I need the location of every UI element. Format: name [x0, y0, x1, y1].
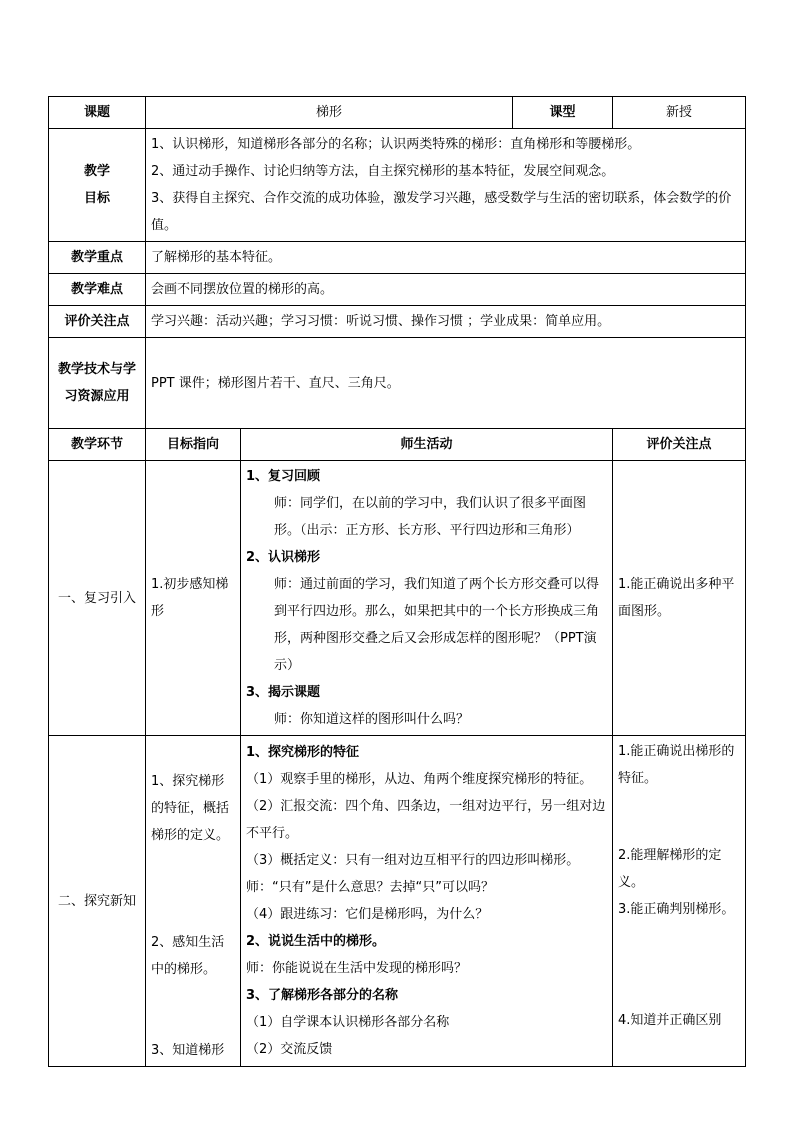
- section1-paragraph: 师：通过前面的学习，我们知道了两个长方形交叠可以得到平行四边形。那么，如果把其中的一个长方形换成三角形，两种图形交叠之后又会形成怎样的图形呢？（PPT演示）: [274, 577, 600, 673]
- section2-eval: 2.能理解梯形的定义。: [618, 848, 722, 890]
- column-header: 评价关注点: [613, 429, 746, 461]
- lesson-plan-table: [48, 96, 746, 1067]
- section2-targets: [146, 736, 241, 1067]
- section1-eval: 1.能正确说出多种平面图形。: [613, 461, 746, 736]
- section1-stage: 一、复习引入: [49, 461, 146, 736]
- column-header: 师生活动: [241, 429, 613, 461]
- section2-line: 师：“只有”是什么意思？去掉“只”可以吗？: [246, 880, 494, 895]
- evaluation-text: 学习兴趣：活动兴趣；学习习惯：听说习惯、操作习惯 ；学业成果：简单应用。: [146, 306, 746, 338]
- column-header-row: [49, 429, 746, 461]
- lesson-type-value: 新授: [613, 97, 746, 129]
- section2-line: （2）交流反馈: [246, 1042, 333, 1057]
- section2-row: [49, 736, 746, 1067]
- goal-item: 3、获得自主探究、合作交流的成功体验，激发学习兴趣，感受数学与生活的密切联系，体会数学的价值。: [151, 191, 732, 233]
- keypoint-label: 教学重点: [49, 242, 146, 274]
- section2-eval: 1.能正确说出梯形的特征。: [618, 744, 735, 786]
- difficulty-label: 教学难点: [49, 274, 146, 306]
- section2-target: 1、探究梯形的特征，概括梯形的定义。: [151, 774, 230, 843]
- section1-heading: 3、揭示课题: [246, 685, 321, 700]
- section2-stage: 二、探究新知: [49, 736, 146, 1067]
- section1-activity: [241, 461, 613, 736]
- goal-item: 2、通过动手操作、讨论归纳等方法，自主探究梯形的基本特征，发展空间观念。: [151, 164, 615, 179]
- section2-activity: [241, 736, 613, 1067]
- title-row: [49, 97, 746, 129]
- goals-label: [49, 129, 146, 242]
- section1-target: 1.初步感知梯形: [146, 461, 241, 736]
- section2-target: 2、感知生活中的梯形。: [151, 935, 225, 977]
- section1-row: [49, 461, 746, 736]
- topic-label: 课题: [49, 97, 146, 129]
- lesson-type-label: 课型: [513, 97, 613, 129]
- section2-line: 师：你能说说在生活中发现的梯形吗？: [246, 961, 468, 976]
- section2-heading: 3、了解梯形各部分的名称: [246, 988, 399, 1003]
- difficulty-text: 会画不同摆放位置的梯形的高。: [146, 274, 746, 306]
- goals-row: [49, 129, 746, 242]
- topic-value: 梯形: [146, 97, 513, 129]
- resources-row: [49, 338, 746, 429]
- resources-label: 教学技术与学习资源应用: [49, 338, 146, 429]
- section1-paragraph: 师：你知道这样的图形叫什么吗？: [274, 712, 470, 727]
- section2-line: （1）自学课本认识梯形各部分名称: [246, 1015, 450, 1030]
- goals-content: [146, 129, 746, 242]
- goals-label-text: 教学 目标: [83, 164, 110, 206]
- section2-heading: 2、说说生活中的梯形。: [246, 934, 386, 949]
- section1-heading: 1、复习回顾: [246, 469, 321, 484]
- section2-line: （3）概括定义：只有一组对边互相平行的四边形叫梯形。: [246, 853, 580, 868]
- section2-target: 3、知道梯形: [151, 1043, 225, 1058]
- section1-heading: 2、认识梯形: [246, 550, 321, 565]
- column-header: 教学环节: [49, 429, 146, 461]
- evaluation-row: [49, 306, 746, 338]
- keypoint-text: 了解梯形的基本特征。: [146, 242, 746, 274]
- keypoint-row: [49, 242, 746, 274]
- section2-eval: 4.知道并正确区别: [618, 1013, 722, 1028]
- resources-text: PPT 课件；梯形图片若干、直尺、三角尺。: [146, 338, 746, 429]
- column-header: 目标指向: [146, 429, 241, 461]
- section2-line: （2）汇报交流：四个角、四条边，一组对边平行，另一组对边不平行。: [246, 799, 606, 841]
- section2-line: （1）观察手里的梯形，从边、角两个维度探究梯形的特征。: [246, 772, 593, 787]
- evaluation-label: 评价关注点: [49, 306, 146, 338]
- difficulty-row: [49, 274, 746, 306]
- section2-evals: [613, 736, 746, 1067]
- goal-item: 1、认识梯形，知道梯形各部分的名称；认识两类特殊的梯形：直角梯形和等腰梯形。: [151, 137, 641, 152]
- section2-heading: 1、探究梯形的特征: [246, 745, 360, 760]
- section2-line: （4）跟进练习：它们是梯形吗，为什么？: [246, 907, 489, 922]
- section2-eval: 3.能正确判别梯形。: [618, 902, 735, 917]
- section1-paragraph: 师：同学们，在以前的学习中，我们认识了很多平面图形。（出示：正方形、长方形、平行四边形和三角形）: [274, 496, 587, 538]
